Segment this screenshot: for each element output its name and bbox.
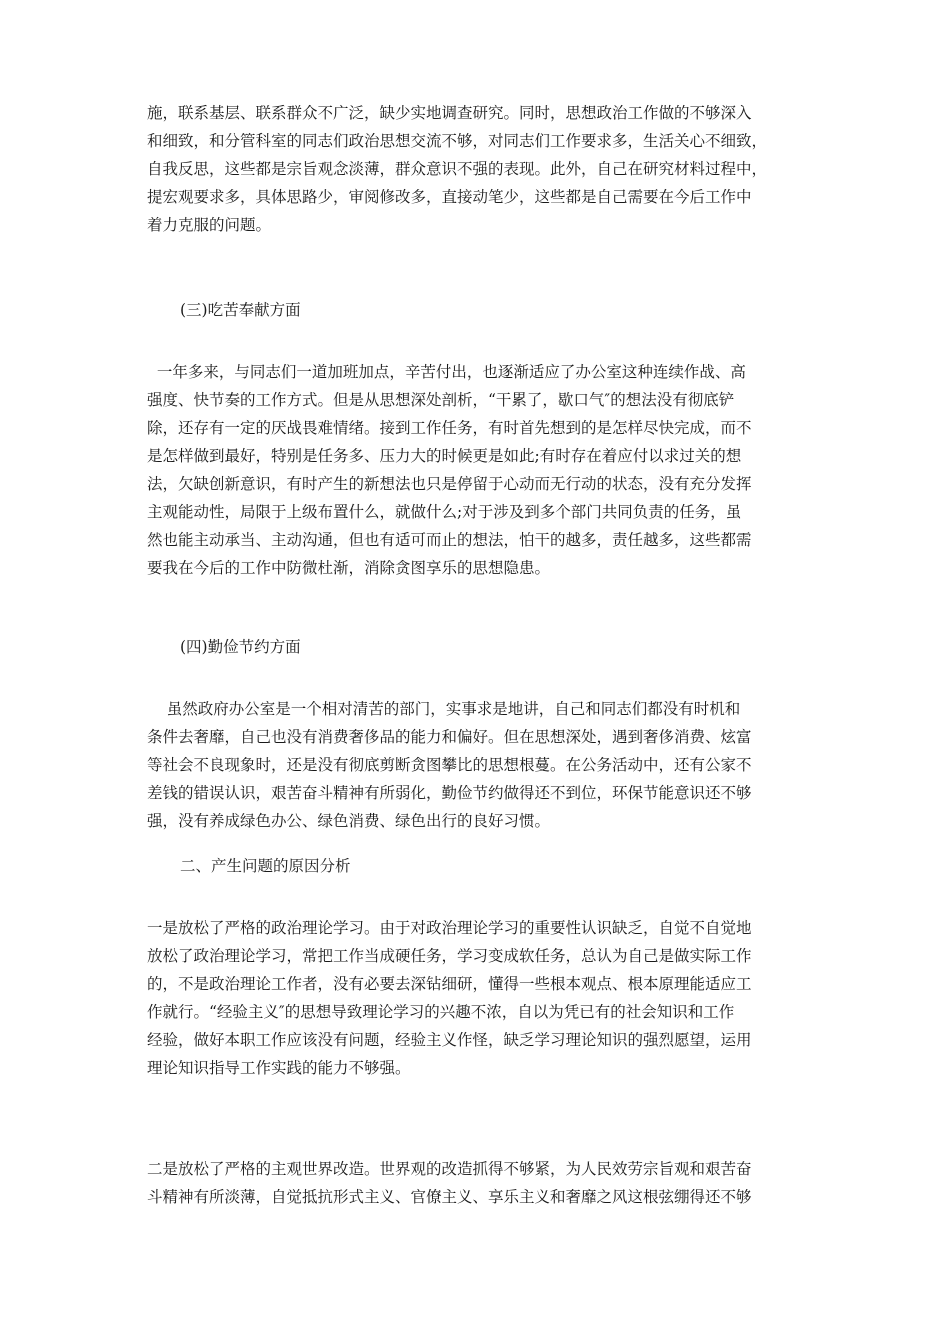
text-line: 二是放松了严格的主观世界改造。世界观的改造抓得不够紧，为人民效劳宗旨观和艰苦奋: [147, 1160, 752, 1178]
heading-hardship-dedication: (三)吃苦奉献方面: [180, 301, 301, 319]
text-line: 斗精神有所淡薄，自觉抵抗形式主义、官僚主义、享乐主义和奢靡之风这根弦绷得还不够: [147, 1188, 752, 1206]
text-line: 理论知识指导工作实践的能力不够强。: [147, 1059, 411, 1077]
text-line: 强，没有养成绿色办公、绿色消费、绿色出行的良好习惯。: [147, 812, 551, 830]
text-line: 自我反思，这些都是宗旨观念淡薄，群众意识不强的表现。此外，自己在研究材料过程中，: [147, 160, 768, 178]
text-line: 法，欠缺创新意识，有时产生的新想法也只是停留于心动而无行动的状态，没有充分发挥: [147, 475, 752, 493]
text-line: 作就行。“经验主义″的思想导致理论学习的兴趣不浓，自以为凭已有的社会知识和工作: [147, 1003, 735, 1021]
text-line: 放松了政治理论学习，常把工作当成硬任务，学习变成软任务，总认为自己是做实际工作: [147, 947, 752, 965]
text-line: 的，不是政治理论工作者，没有必要去深钻细研，懂得一些根本观点、根本原理能适应工: [147, 975, 752, 993]
text-line: 提宏观要求多，具体思路少，审阅修改多，直接动笔少，这些都是自己需要在今后工作中: [147, 188, 752, 206]
text-line: 差钱的错误认识，艰苦奋斗精神有所弱化，勤俭节约做得还不到位，环保节能意识还不够: [147, 784, 752, 802]
text-line: 和细致，和分管科室的同志们政治思想交流不够，对同志们工作要求多，生活关心不细致，: [147, 132, 768, 150]
text-line: 是怎样做到最好，特别是任务多、压力大的时候更是如此;有时存在着应付以求过关的想: [147, 447, 742, 465]
text-line: 一是放松了严格的政治理论学习。由于对政治理论学习的重要性认识缺乏，自觉不自觉地: [147, 919, 752, 937]
text-line: 要我在今后的工作中防微杜渐，消除贪图享乐的思想隐患。: [147, 559, 551, 577]
text-line: 经验，做好本职工作应该没有问题，经验主义作怪，缺乏学习理论知识的强烈愿望，运用: [147, 1031, 752, 1049]
text-line: 主观能动性，局限于上级布置什么，就做什么;对于涉及到多个部门共同负责的任务，虽: [147, 503, 742, 521]
text-line: 着力克服的问题。: [147, 216, 272, 234]
paragraph-theory-study: [147, 914, 807, 1082]
text-line: 条件去奢靡，自己也没有消费奢侈品的能力和偏好。但在思想深处，遇到奢侈消费、炫富: [147, 728, 752, 746]
heading-frugality: (四)勤俭节约方面: [180, 638, 301, 656]
paragraph-service-awareness: [147, 99, 807, 239]
text-line: 施，联系基层、联系群众不广泛，缺少实地调查研究。同时，思想政治工作做的不够深入: [147, 104, 752, 122]
text-line: 虽然政府办公室是一个相对清苦的部门，实事求是地讲，自己和同志们都没有时机和: [147, 700, 741, 718]
text-line: 一年多来，与同志们一道加班加点，辛苦付出，也逐渐适应了办公室这种连续作战、高: [147, 363, 746, 381]
paragraph-hardship-dedication: [147, 358, 807, 582]
paragraph-worldview-reform: [147, 1155, 807, 1211]
text-line: 强度、快节奏的工作方式。但是从思想深处剖析，“干累了，歇口气″的想法没有彻底铲: [147, 391, 735, 409]
text-line: 除，还存有一定的厌战畏难情绪。接到工作任务，有时首先想到的是怎样尽快完成，而不: [147, 419, 752, 437]
text-line: 然也能主动承当、主动沟通，但也有适可而止的想法，怕干的越多，责任越多，这些都需: [147, 531, 752, 549]
heading-cause-analysis: 二、产生问题的原因分析: [180, 857, 351, 875]
paragraph-frugality: [147, 695, 807, 835]
text-line: 等社会不良现象时，还是没有彻底剪断贪图攀比的思想根蔓。在公务活动中，还有公家不: [147, 756, 752, 774]
